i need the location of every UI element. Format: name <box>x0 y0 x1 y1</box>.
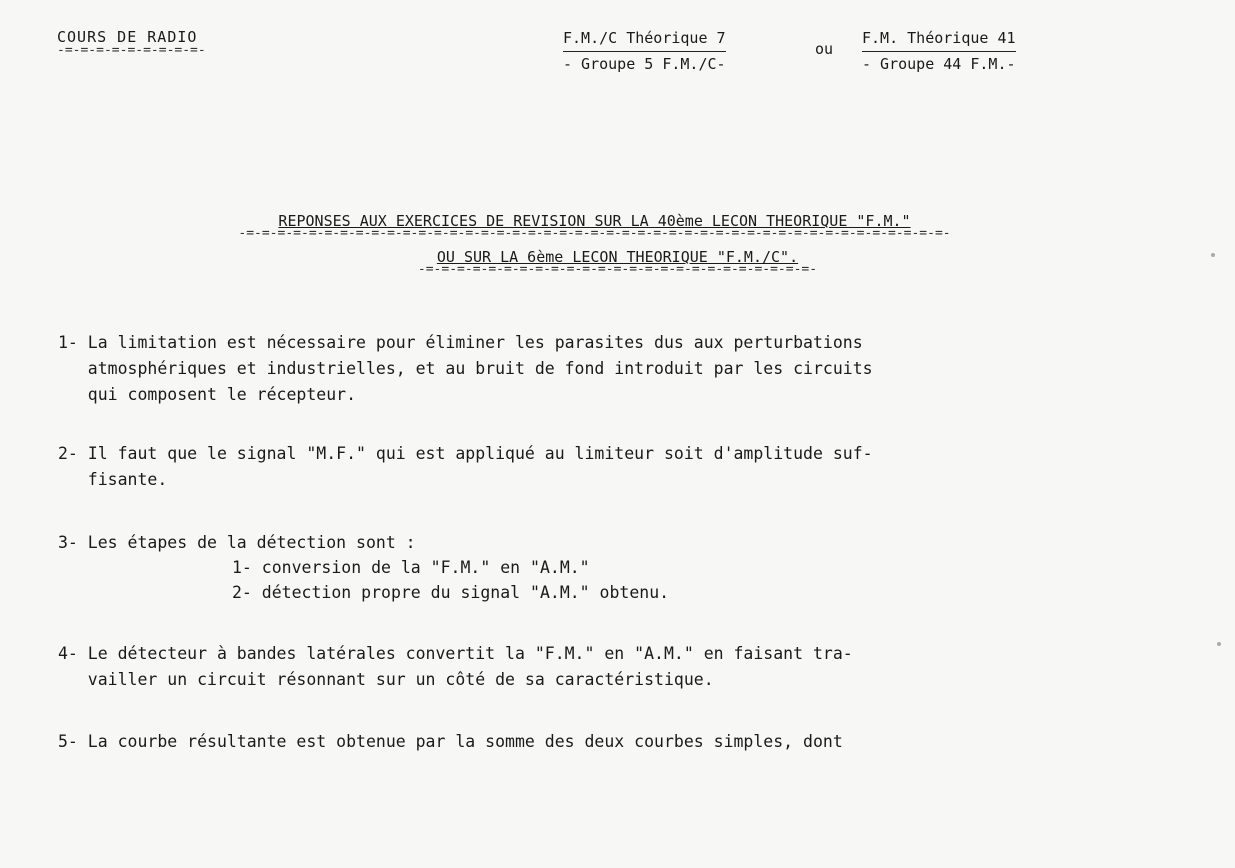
title-line1-text: REPONSES AUX EXERCICES DE REVISION SUR LA 40ème LECON THEORIQUE "F.M." <box>278 212 911 230</box>
title-line2-dashes: -=-=-=-=-=-=-=-=-=-=-=-=-=-=-=-=-=-=-=-=-=-=-=-=-=- <box>417 262 818 277</box>
document-title-line1 <box>0 212 1212 241</box>
answer-3: 3- Les étapes de la détection sont : <box>58 533 416 552</box>
scan-speck <box>1217 642 1221 646</box>
lesson-ref-fmc-line1: F.M./C Théorique 7 <box>563 26 726 52</box>
course-title: COURS DE RADIO <box>57 28 198 46</box>
answer-4: 4- Le détecteur à bandes latérales convertit la "F.M." en "A.M." en faisant tra- vailler un circuit résonnant sur un côté de sa caractéristique. <box>58 644 853 689</box>
scan-speck <box>1211 253 1215 257</box>
or-word: ou <box>815 40 834 58</box>
answer-3-step-1: 1- conversion de la "F.M." en "A.M." <box>232 558 590 577</box>
document-title-line2 <box>0 248 1235 277</box>
answer-2: 2- Il faut que le signal "M.F." qui est appliqué au limiteur soit d'amplitude suf- fisante. <box>58 444 873 489</box>
lesson-ref-fm <box>862 26 1016 76</box>
answer-3-step-2: 2- détection propre du signal "A.M." obtenu. <box>232 583 670 602</box>
answer-5: 5- La courbe résultante est obtenue par la somme des deux courbes simples, dont <box>58 732 843 751</box>
title-line1-dashes: -=-=-=-=-=-=-=-=-=-=-=-=-=-=-=-=-=-=-=-=-=-=-=-=-=-=-=-=-=-=-=-=-=-=-=-=-=-=-=-=-=-=-=-=-=- <box>238 226 951 241</box>
title-line2-text: OU SUR LA 6ème LECON THEORIQUE "F.M./C". <box>436 248 799 266</box>
lesson-ref-fm-line2: - Groupe 44 F.M.- <box>862 55 1016 73</box>
course-header <box>57 28 206 56</box>
lesson-ref-fmc-line2: - Groupe 5 F.M./C- <box>563 55 726 73</box>
answer-1: 1- La limitation est nécessaire pour éliminer les parasites dus aux perturbations atmosphériques et industrielles, et au bruit de fond introduit par les circuits qui composent le récepteur. <box>58 333 873 404</box>
lesson-ref-fm-line1: F.M. Théorique 41 <box>862 26 1016 52</box>
lesson-ref-fmc <box>563 26 726 76</box>
course-title-dashes: -=-=-=-=-=-=-=-=-=- <box>57 43 206 58</box>
